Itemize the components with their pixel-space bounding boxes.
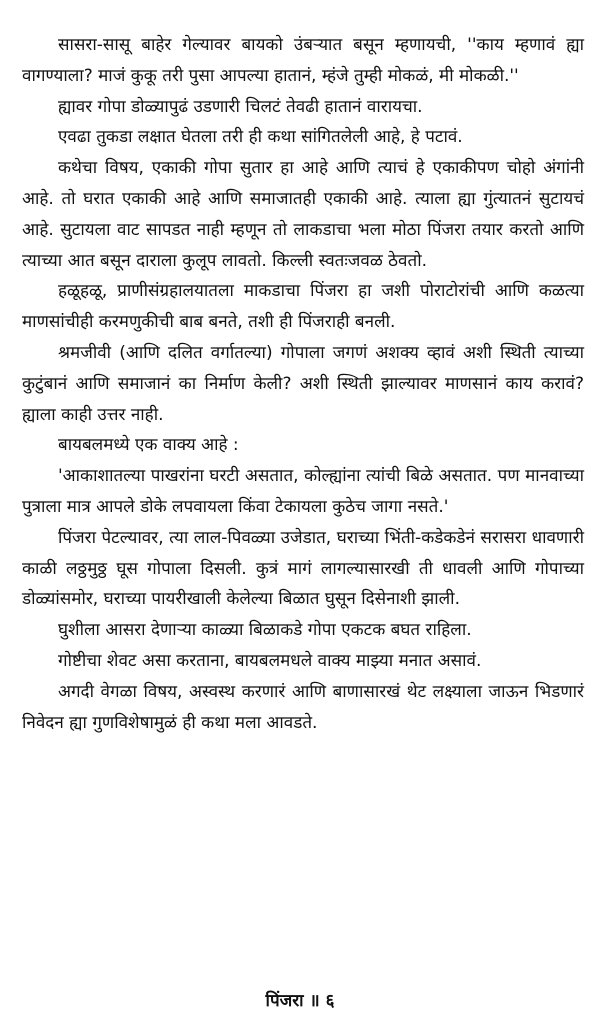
bible-quote: 'आकाशातल्या पाखरांना घरटी असतात, कोल्ह्यांना त्यांची बिळे असतात. पण मानवाच्या पुत्राला मात्र आपले डोके लपवायला किंवा टेकायला कुठेच जागा नसते.' <box>22 466 584 517</box>
paragraph: घुशीला आसरा देणाऱ्या काळ्या बिळाकडे गोपा एकटक बघत राहिला. <box>58 620 472 641</box>
paragraph: अगदी वेगळा विषय, अस्वस्थ करणारं आणि बाणासारखं थेट लक्ष्याला जाऊन भिडणारं निवेदन ह्या गुणविशेषामुळं ही कथा मला आवडते. <box>22 681 584 733</box>
paragraph: श्रमजीवी (आणि दलित वर्गातल्या) गोपाला जगणं अशक्य व्हावं अशी स्थिती त्याच्या कुटुंबानं आणि समाजानं का निर्माण केली? अशी स्थिती झाल्यावर माणसानं काय करावं? ह्याला काही उत्तर नाही. <box>22 342 584 425</box>
paragraph: बायबलमध्ये एक वाक्य आहे : <box>58 435 239 456</box>
paragraph: एवढा तुकडा लक्षात घेतला तरी ही कथा सांगितलेली आहे, हे पटावं. <box>58 127 463 148</box>
paragraph: पिंजरा पेटल्यावर, त्या लाल-पिवळ्या उजेडात, घराच्या भिंती-कडेकडेनं सरासरा धावणारी काळी लठ्ठमुठ्ठ घूस गोपाला दिसली. कुत्रं मागं लागल्यासारखी ती धावली आणि गोपाच्या डोळ्यांसमोर, घराच्या पायरीखाली केलेल्या बिळात घुसून दिसेनाशी झाली. <box>22 527 584 610</box>
paragraph: कथेचा विषय, एकाकी गोपा सुतार हा आहे आणि त्याचं हे एकाकीपण चोहो अंगांनी आहे. तो घरात एकाकी आहे आणि समाजातही एकाकी आहे. त्याला ह्या गुंत्यातनं सुटायचं आहे. सुटायला वाट सापडत नाही म्हणून तो लाकडाचा भला मोठा पिंजरा तयार करतो आणि त्याच्या आत बसून दाराला कुलूप लावतो. किल्ली स्वतःजवळ ठेवतो. <box>22 158 584 271</box>
paragraph: गोष्टीचा शेवट असा करताना, बायबलमधले वाक्य माझ्या मनात असावं. <box>58 650 482 671</box>
paragraph: हळूहळू, प्राणीसंग्रहालयातला माकडाचा पिंजरा हा जशी पोराटोरांची आणि कळत्या माणसांचीही करमणुकीची बाब बनते, तशी ही पिंजराही बनली. <box>22 281 584 333</box>
paragraph: ह्यावर गोपा डोळ्यापुढं उडणारी चिलटं तेवढी हातानं वारायचा. <box>58 96 423 117</box>
paragraph: सासरा-सासू बाहेर गेल्यावर बायको उंबऱ्यात बसून म्हणायची, ''काय म्हणावं ह्या वागण्याला? माजं कुकू तरी पुसा आपल्या हातानं, म्हंजे तुम्ही मोकळं, मी मोकळी.'' <box>22 35 584 86</box>
page-footer: पिंजरा ॥ ६ <box>265 991 335 1011</box>
body-text <box>22 30 584 738</box>
